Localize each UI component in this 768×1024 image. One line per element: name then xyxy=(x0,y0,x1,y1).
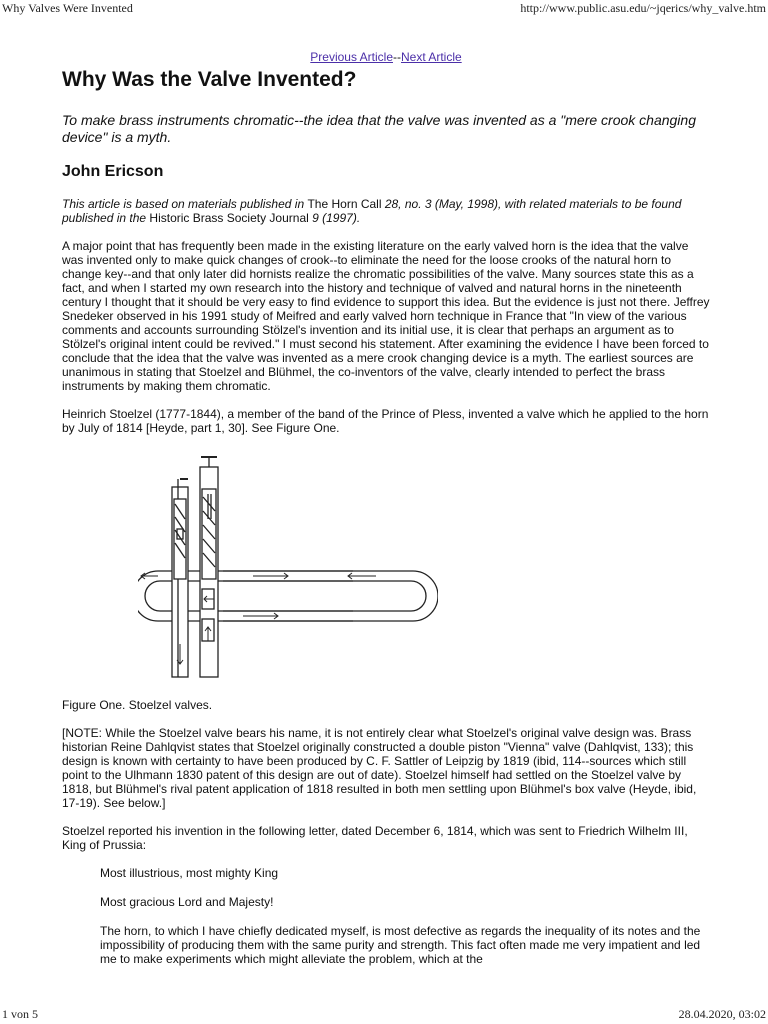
print-header-title: Why Valves Were Invented xyxy=(2,1,133,15)
letter-line-3: The horn, to which I have chiefly dedicated myself, is most defective as regards the inequality of its notes and the impossibility of producing them with the same purity and strength. This fact often made me very impatient and led me to make experiments which might alleviate the problem, which at the xyxy=(100,924,701,966)
nav-separator: -- xyxy=(393,50,401,64)
article-content xyxy=(62,50,710,981)
source-note-part3: 9 (1997). xyxy=(308,211,361,225)
source-note-part2: 28, no. 3 (May, 1998), with related materials to be found published in the xyxy=(62,197,682,225)
previous-article-link[interactable]: Previous Article xyxy=(310,50,393,64)
source-note-part1: This article is based on materials published in xyxy=(62,197,308,211)
author-name: John Ericson xyxy=(62,163,164,180)
letter-line-2: Most gracious Lord and Majesty! xyxy=(100,895,274,909)
figure-caption: Figure One. Stoelzel valves. xyxy=(62,698,213,712)
right-tube-loop-outer xyxy=(223,571,438,621)
source-journal-1: The Horn Call xyxy=(307,197,382,211)
print-header xyxy=(0,0,768,16)
body-paragraph-2: Heinrich Stoelzel (1777-1844), a member of the band of the Prince of Pless, invented a valve which he applied to the horn by July of 1814 [Heyde, part 1, 30]. See Figure One. xyxy=(62,407,709,435)
note-paragraph: [NOTE: While the Stoelzel valve bears his name, it is not entirely clear what Stoelzel's original valve design was. Brass historian Reine Dahlqvist states that Stoelzel originally constructed a double piston "Vienna" valve (Dahlqvist, 133); this design is known with certainty to have been produced by C. F. Sattler of Leipzig by 1819 (ibid, 114--sources which still point to the Ulhmann 1830 patent of this design are out of date). Stoelzel himself had settled on the Stoelzel valve by 1818, but Blühmel's rival patent application of 1818 resulted in both men settling upon Blühmel's box valve (Heyde, ibid, 17-19). See below.] xyxy=(62,726,697,810)
letter-quote xyxy=(100,866,710,966)
next-article-link[interactable]: Next Article xyxy=(401,50,462,64)
source-note xyxy=(62,197,710,225)
letter-line-1: Most illustrious, most mighty King xyxy=(100,866,279,880)
print-footer xyxy=(0,1007,768,1023)
page-title: Why Was the Valve Invented? xyxy=(62,68,357,91)
letter-intro: Stoelzel reported his invention in the following letter, dated December 6, 1814, which was sent to Friedrich Wilhelm III, King of Prussia: xyxy=(62,824,688,852)
print-datetime: 28.04.2020, 03:02 xyxy=(678,1007,766,1021)
article-subtitle: To make brass instruments chromatic--the idea that the valve was invented as a "mere crook changing device" is a myth. xyxy=(62,112,696,145)
left-tube-loop-outer xyxy=(138,571,353,621)
source-journal-2: Historic Brass Society Journal xyxy=(149,211,309,225)
page-number: 1 von 5 xyxy=(2,1007,38,1021)
stoelzel-valve-figure xyxy=(138,449,438,684)
right-tube-loop-inner xyxy=(223,581,426,611)
body-paragraph-1: A major point that has frequently been made in the existing literature on the early valved horn is the idea that the valve was invented only to make quick changes of crook--to eliminate the need for the loose crooks of the natural horn to change key--and that only later did hornists realize the chromatic possibilities of the valve. Many sources state this as a fact, and when I started my own research into the history and technique of valved and natural horns in the nineteenth century I thought that it should be very easy to find evidence to support this idea. But the evidence is just not there. Jeffrey Snedeker observed in his 1991 study of Meifred and early valved horn technique in France that "In view of the various comments and accounts surrounding Stölzel's invention and its initial use, it is clear that perhaps an argument as to Stölzel's original intent could be revived." I must second his statement. After examining the evidence I have been forced to conclude that the idea that the valve was invented as a mere crook changing device is a myth. The earliest sources are unanimous in stating that Stoelzel and Blühmel, the co-inventors of the valve, clearly intended to perfect the brass instruments by making them chromatic. xyxy=(62,239,710,393)
article-nav xyxy=(62,50,710,64)
valve-diagram xyxy=(138,449,438,684)
print-header-url: http://www.public.asu.edu/~jqerics/why_valve.htm xyxy=(520,1,766,15)
